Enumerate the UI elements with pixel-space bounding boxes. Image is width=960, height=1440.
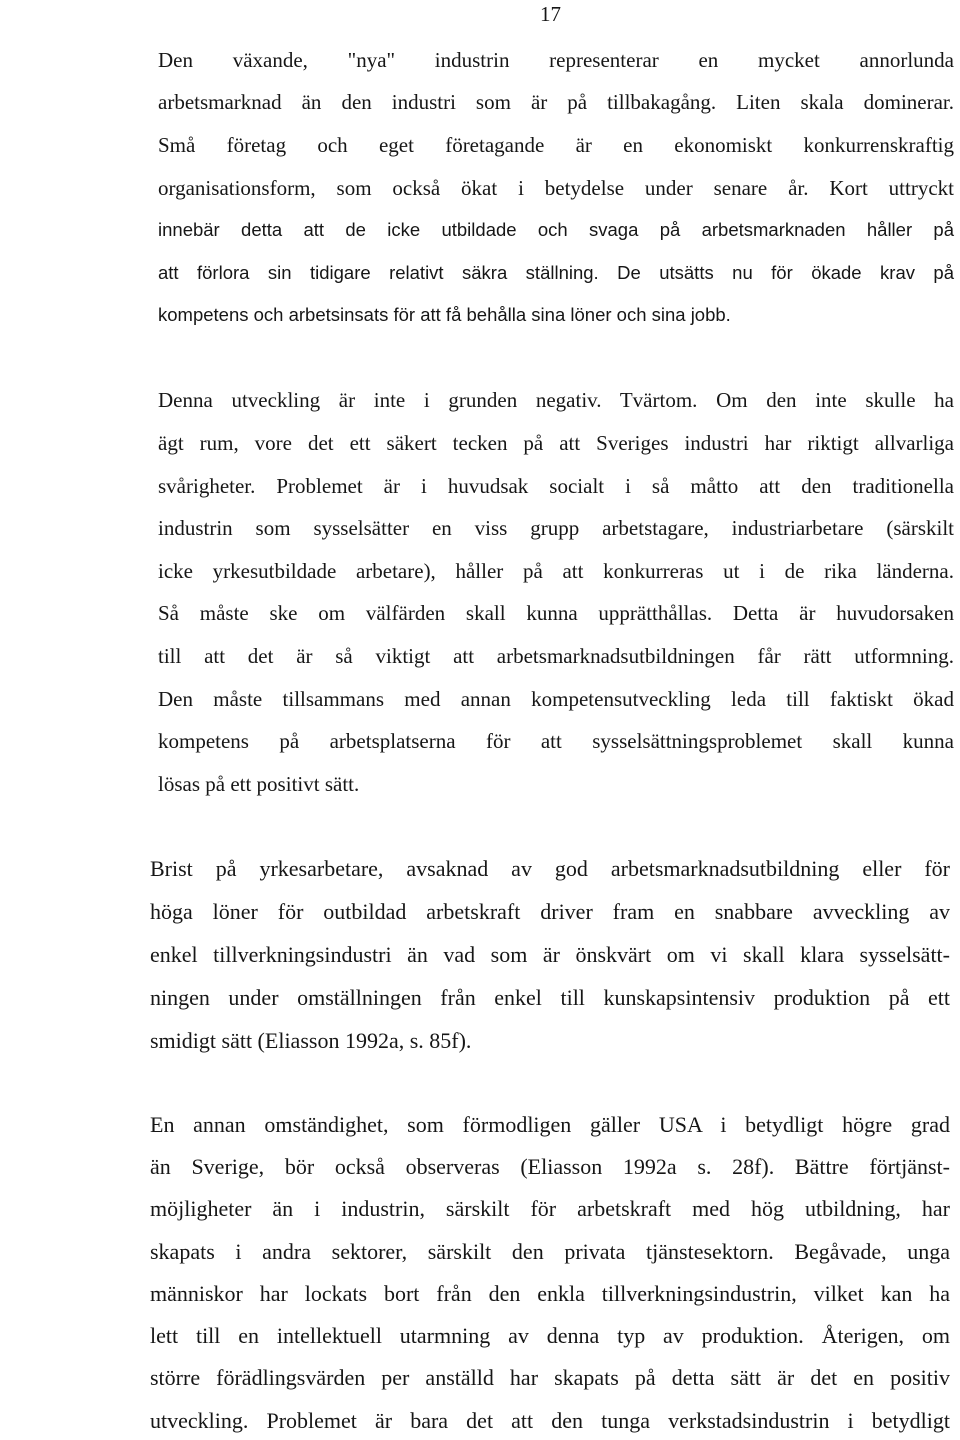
text-line: kompetens och arbetsinsats för att få behålla sina löner och sina jobb.: [158, 304, 731, 325]
text-line: Små företag och eget företagande är en ekonomiskt konkurrenskraftig: [158, 133, 954, 157]
text-line: kompetens på arbetsplatserna för att sysselsättningsproblemet skall kunna: [158, 729, 954, 753]
text-line: enkel tillverkningsindustri än vad som är önskvärt om vi skall klara sysselsätt-: [150, 942, 950, 967]
text-line: icke yrkesutbildade arbetare), håller på att konkurreras ut i de rika länderna.: [158, 559, 954, 583]
text-line: att förlora sin tidigare relativt säkra ställning. De utsätts nu för ökade krav på: [158, 262, 954, 283]
text-line: människor har lockats bort från den enkla tillverkningsindustrin, vilket kan ha: [150, 1281, 950, 1306]
text-line: utveckling. Problemet är bara det att den tunga verkstadsindustrin i betydligt: [150, 1408, 950, 1433]
text-line: Brist på yrkesarbetare, avsaknad av god arbetsmarknadsutbildning eller för: [150, 856, 950, 881]
text-line: En annan omständighet, som förmodligen gäller USA i betydligt högre grad: [150, 1112, 950, 1137]
text-line: ningen under omställningen från enkel till kunskapsintensiv produktion på ett: [150, 985, 950, 1010]
text-line: Denna utveckling är inte i grunden negativ. Tvärtom. Om den inte skulle ha: [158, 388, 954, 412]
text-line: Så måste ske om välfärden skall kunna upprätthållas. Detta är huvudorsaken: [158, 601, 954, 625]
text-line: Den växande, "nya" industrin representerar en mycket annorlunda: [158, 48, 954, 72]
text-line: smidigt sätt (Eliasson 1992a, s. 85f).: [150, 1028, 472, 1053]
text-line: höga löner för outbildad arbetskraft driver fram en snabbare avveckling av: [150, 899, 950, 924]
text-line: möjligheter än i industrin, särskilt för arbetskraft med hög utbildning, har: [150, 1196, 950, 1221]
text-line: Den måste tillsammans med annan kompetensutveckling leda till faktiskt ökad: [158, 687, 954, 711]
text-line: organisationsform, som också ökat i betydelse under senare år. Kort uttryckt: [158, 176, 954, 200]
text-line: än Sverige, bör också observeras (Eliasson 1992a s. 28f). Bättre förtjänst-: [150, 1154, 950, 1179]
text-line: skapats i andra sektorer, särskilt den privata tjänstesektorn. Begåvade, unga: [150, 1239, 950, 1264]
text-line: till att det är så viktigt att arbetsmarknadsutbildningen får rätt utformning.: [158, 644, 954, 668]
text-line: ägt rum, vore det ett säkert tecken på att Sveriges industri har riktigt allvarliga: [158, 431, 954, 455]
text-line: innebär detta att de icke utbildade och svaga på arbetsmarknaden håller på: [158, 219, 954, 240]
page-number: 17: [540, 2, 561, 26]
text-line: svårigheter. Problemet är i huvudsak socialt i så måtto att den traditionella: [158, 474, 954, 498]
text-line: större förädlingsvärden per anställd har skapats på detta sätt är det en positiv: [150, 1365, 950, 1390]
text-line: industrin som sysselsätter en viss grupp arbetstagare, industriarbetare (särskilt: [158, 516, 954, 540]
text-line: lett till en intellektuell utarmning av denna typ av produktion. Återigen, om: [150, 1323, 950, 1348]
text-line: arbetsmarknad än den industri som är på tillbakagång. Liten skala dominerar.: [158, 90, 954, 114]
text-line: lösas på ett positivt sätt.: [158, 772, 360, 796]
